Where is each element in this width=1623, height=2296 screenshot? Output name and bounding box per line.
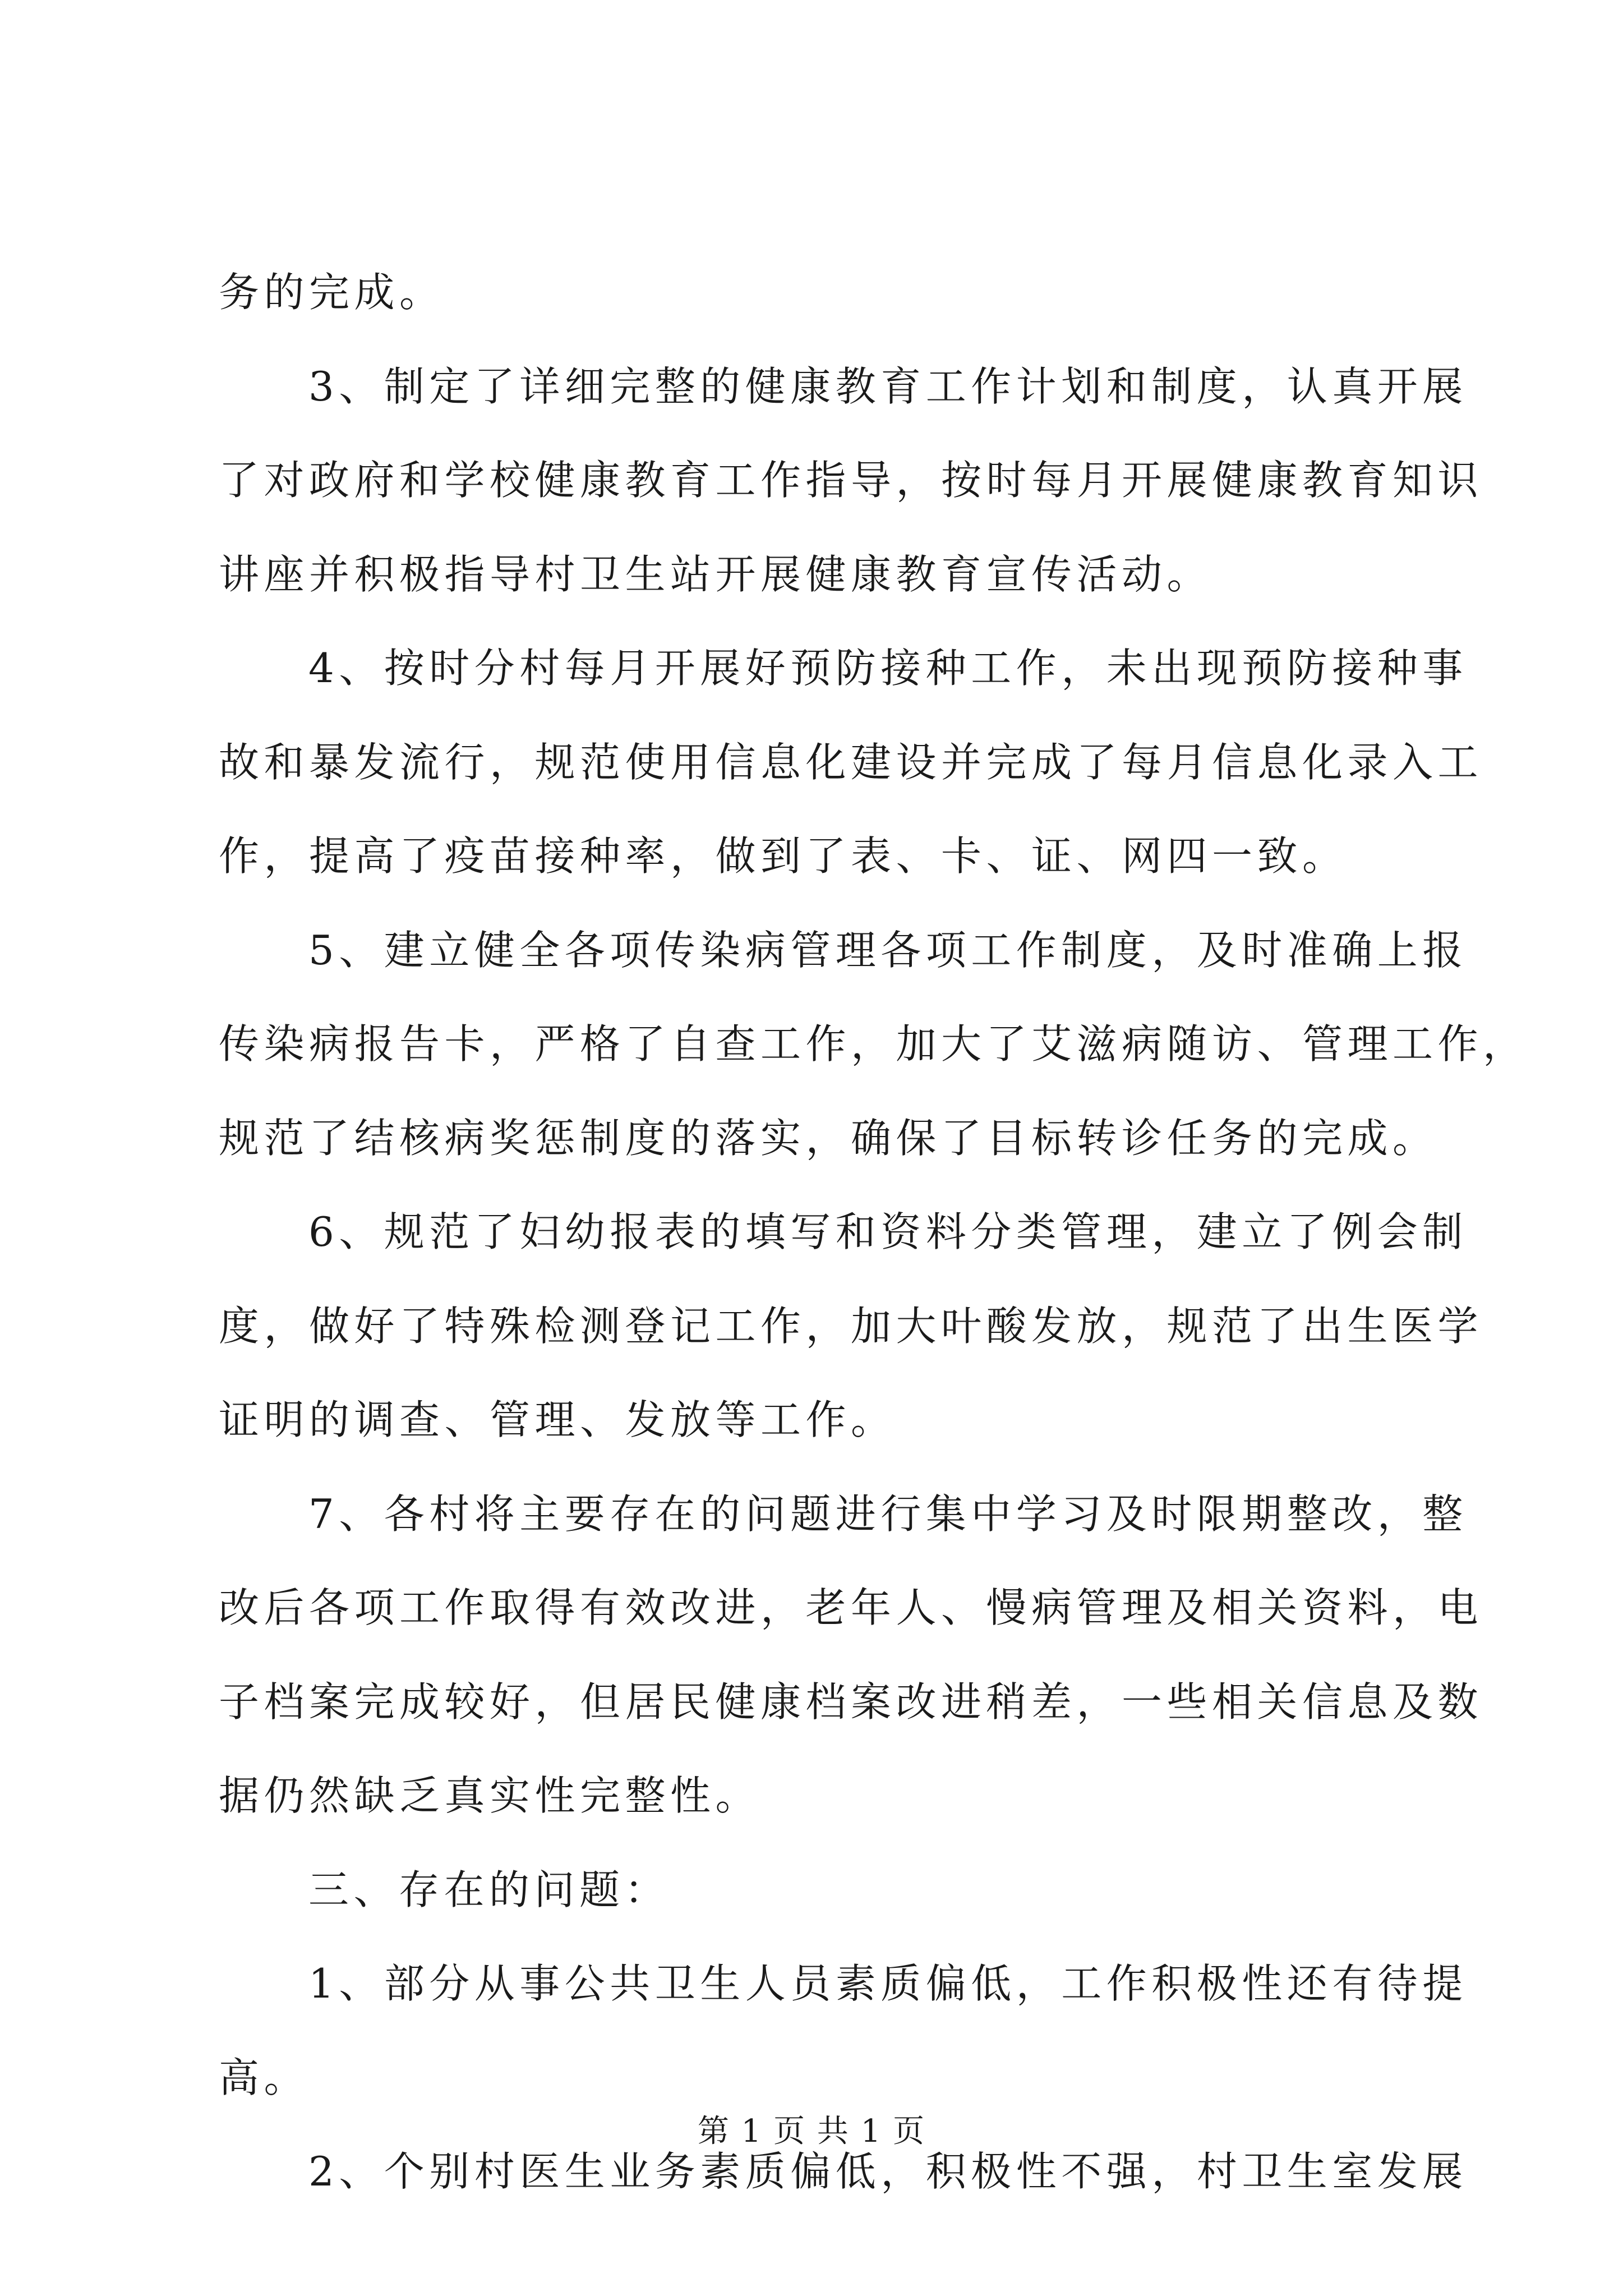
text-line: 6、规范了妇幼报表的填写和资料分类管理，建立了例会制 (308, 1208, 1468, 1255)
text-line: 改后各项工作取得有效改进，老年人、慢病管理及相关资料，电 (219, 1584, 1483, 1631)
text-line: 故和暴发流行，规范使用信息化建设并完成了每月信息化录入工 (219, 738, 1483, 786)
text-line: 高。 (219, 2054, 310, 2101)
text-line: 了对政府和学校健康教育工作指导，按时每月开展健康教育知识 (219, 457, 1483, 504)
text-line: 3、制定了详细完整的健康教育工作计划和制度，认真开展 (308, 362, 1468, 410)
text-line: 作，提高了疫苗接种率，做到了表、卡、证、网四一致。 (219, 832, 1348, 880)
text-line: 1、部分从事公共卫生人员素质偏低，工作积极性还有待提 (308, 1960, 1468, 2007)
text-line: 务的完成。 (219, 269, 445, 316)
text-line: 子档案完成较好，但居民健康档案改进稍差，一些相关信息及数 (219, 1678, 1483, 1726)
text-line: 4、按时分村每月开展好预防接种工作，未出现预防接种事 (308, 645, 1468, 692)
text-line: 证明的调查、管理、发放等工作。 (219, 1396, 896, 1443)
text-line: 2、个别村医生业务素质偏低，积极性不强，村卫生室发展 (308, 2148, 1468, 2195)
text-line: 据仍然缺乏真实性完整性。 (219, 1772, 761, 1819)
text-line: 讲座并积极指导村卫生站开展健康教育宣传活动。 (219, 550, 1212, 598)
text-line: 三、存在的问题： (308, 1866, 670, 1913)
page-footer: 第 1 页 共 1 页 (697, 2113, 926, 2150)
document-body (219, 246, 1528, 2219)
text-line: 规范了结核病奖惩制度的落实，确保了目标转诊任务的完成。 (219, 1114, 1438, 1162)
text-line: 传染病报告卡，严格了自查工作，加大了艾滋病随访、管理工作， (219, 1020, 1528, 1068)
text-line: 度，做好了特殊检测登记工作，加大叶酸发放，规范了出生医学 (219, 1302, 1483, 1350)
text-line: 5、建立健全各项传染病管理各项工作制度，及时准确上报 (308, 926, 1468, 974)
text-line: 7、各村将主要存在的问题进行集中学习及时限期整改，整 (308, 1490, 1468, 1538)
